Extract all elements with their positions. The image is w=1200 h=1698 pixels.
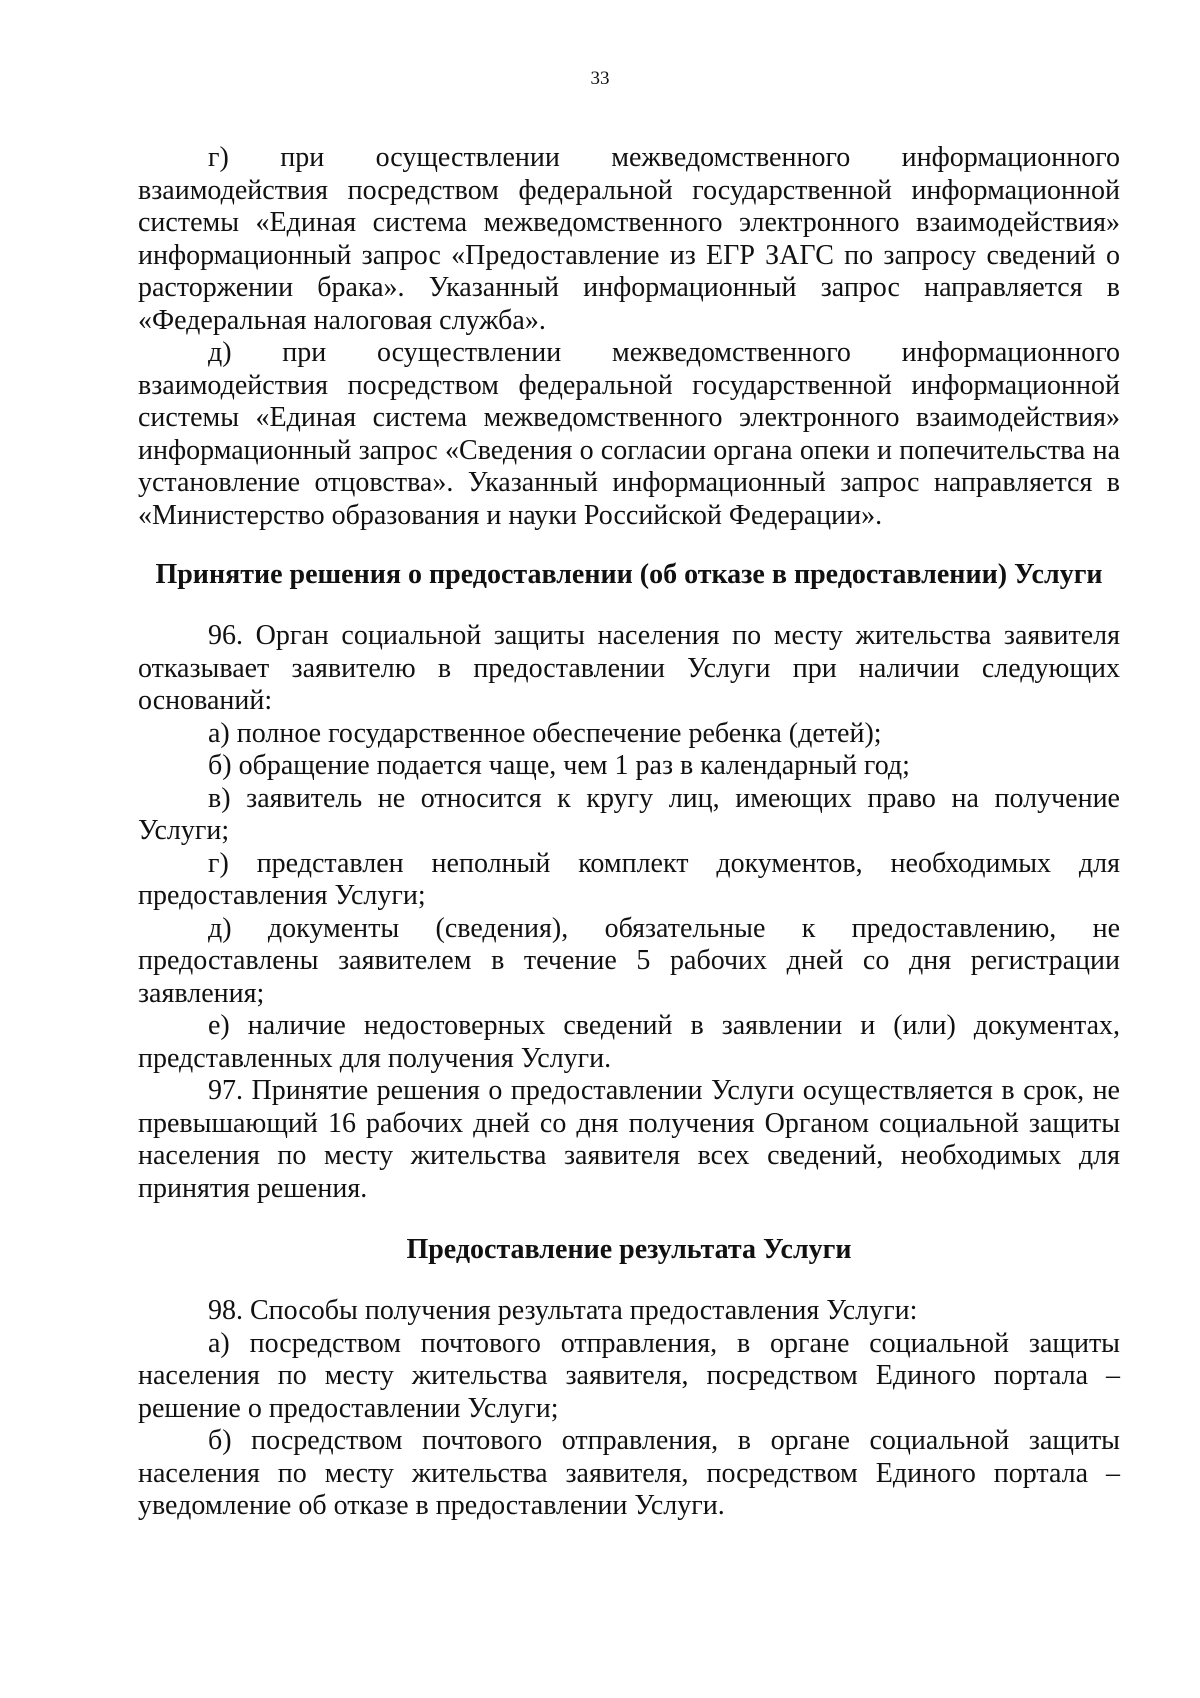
list-item-96-a: а) полное государственное обеспечение ребенка (детей);	[208, 717, 882, 749]
section-heading-result: Предоставление результата Услуги	[406, 1234, 852, 1265]
paragraph-96: 96. Орган социальной защиты населения по месту жительства заявителя отказывает заявителю в предоставлении Услуги при наличии следующих оснований:	[138, 620, 1120, 716]
list-item-98-b: б) посредством почтового отправления, в органе социальной защиты населения по месту жительства заявителя, посредством Единого портала – уведомление об отказе в предоставлении Услуги.	[138, 1425, 1120, 1521]
document-body	[138, 142, 1120, 1523]
page-number: 33	[590, 68, 610, 89]
list-item-96-e: е) наличие недостоверных сведений в заявлении и (или) документах, представленных для получения Услуги.	[138, 1010, 1120, 1074]
list-item-96-g: г) представлен неполный комплект документов, необходимых для предоставления Услуги;	[138, 847, 1120, 911]
paragraph-g-egr-zags: г) при осуществлении межведомственного информационного взаимодействия посредством федеральной государственной информационной системы «Единая система межведомственного электронного взаимодействия» информационный запрос «Предоставление из ЕГР ЗАГС по запросу сведений о расторжении брака». Указанный информационный запрос направляется в «Федеральная налоговая служба».	[138, 142, 1120, 336]
list-item-98-a: а) посредством почтового отправления, в органе социальной защиты населения по месту жительства заявителя, посредством Единого портала – решение о предоставлении Услуги;	[138, 1327, 1120, 1424]
list-item-96-b: б) обращение подается чаще, чем 1 раз в календарный год;	[208, 750, 910, 781]
list-item-96-v: в) заявитель не относится к кругу лиц, имеющих право на получение Услуги;	[138, 782, 1120, 846]
paragraph-d-paternity-consent: д) при осуществлении межведомственного информационного взаимодействия посредством федеральной государственной информационной системы «Единая система межведомственного электронного взаимодействия» информационный запрос «Сведения о согласии органа опеки и попечительства на установление отцовства». Указанный информационный запрос направляется в «Министерство образования и науки Российской Федерации».	[138, 337, 1120, 531]
paragraph-98: 98. Способы получения результата предоставления Услуги:	[208, 1295, 918, 1326]
paragraph-97: 97. Принятие решения о предоставлении Услуги осуществляется в срок, не превышающий 16 рабочих дней со дня получения Органом социальной защиты населения по месту жительства заявителя всех сведений, необходимых для принятия решения.	[138, 1075, 1120, 1204]
list-item-96-d: д) документы (сведения), обязательные к предоставлению, не предоставлены заявителем в течение 5 рабочих дней со дня регистрации заявления;	[138, 912, 1120, 1009]
section-heading-decision: Принятие решения о предоставлении (об отказе в предоставлении) Услуги	[155, 559, 1103, 590]
